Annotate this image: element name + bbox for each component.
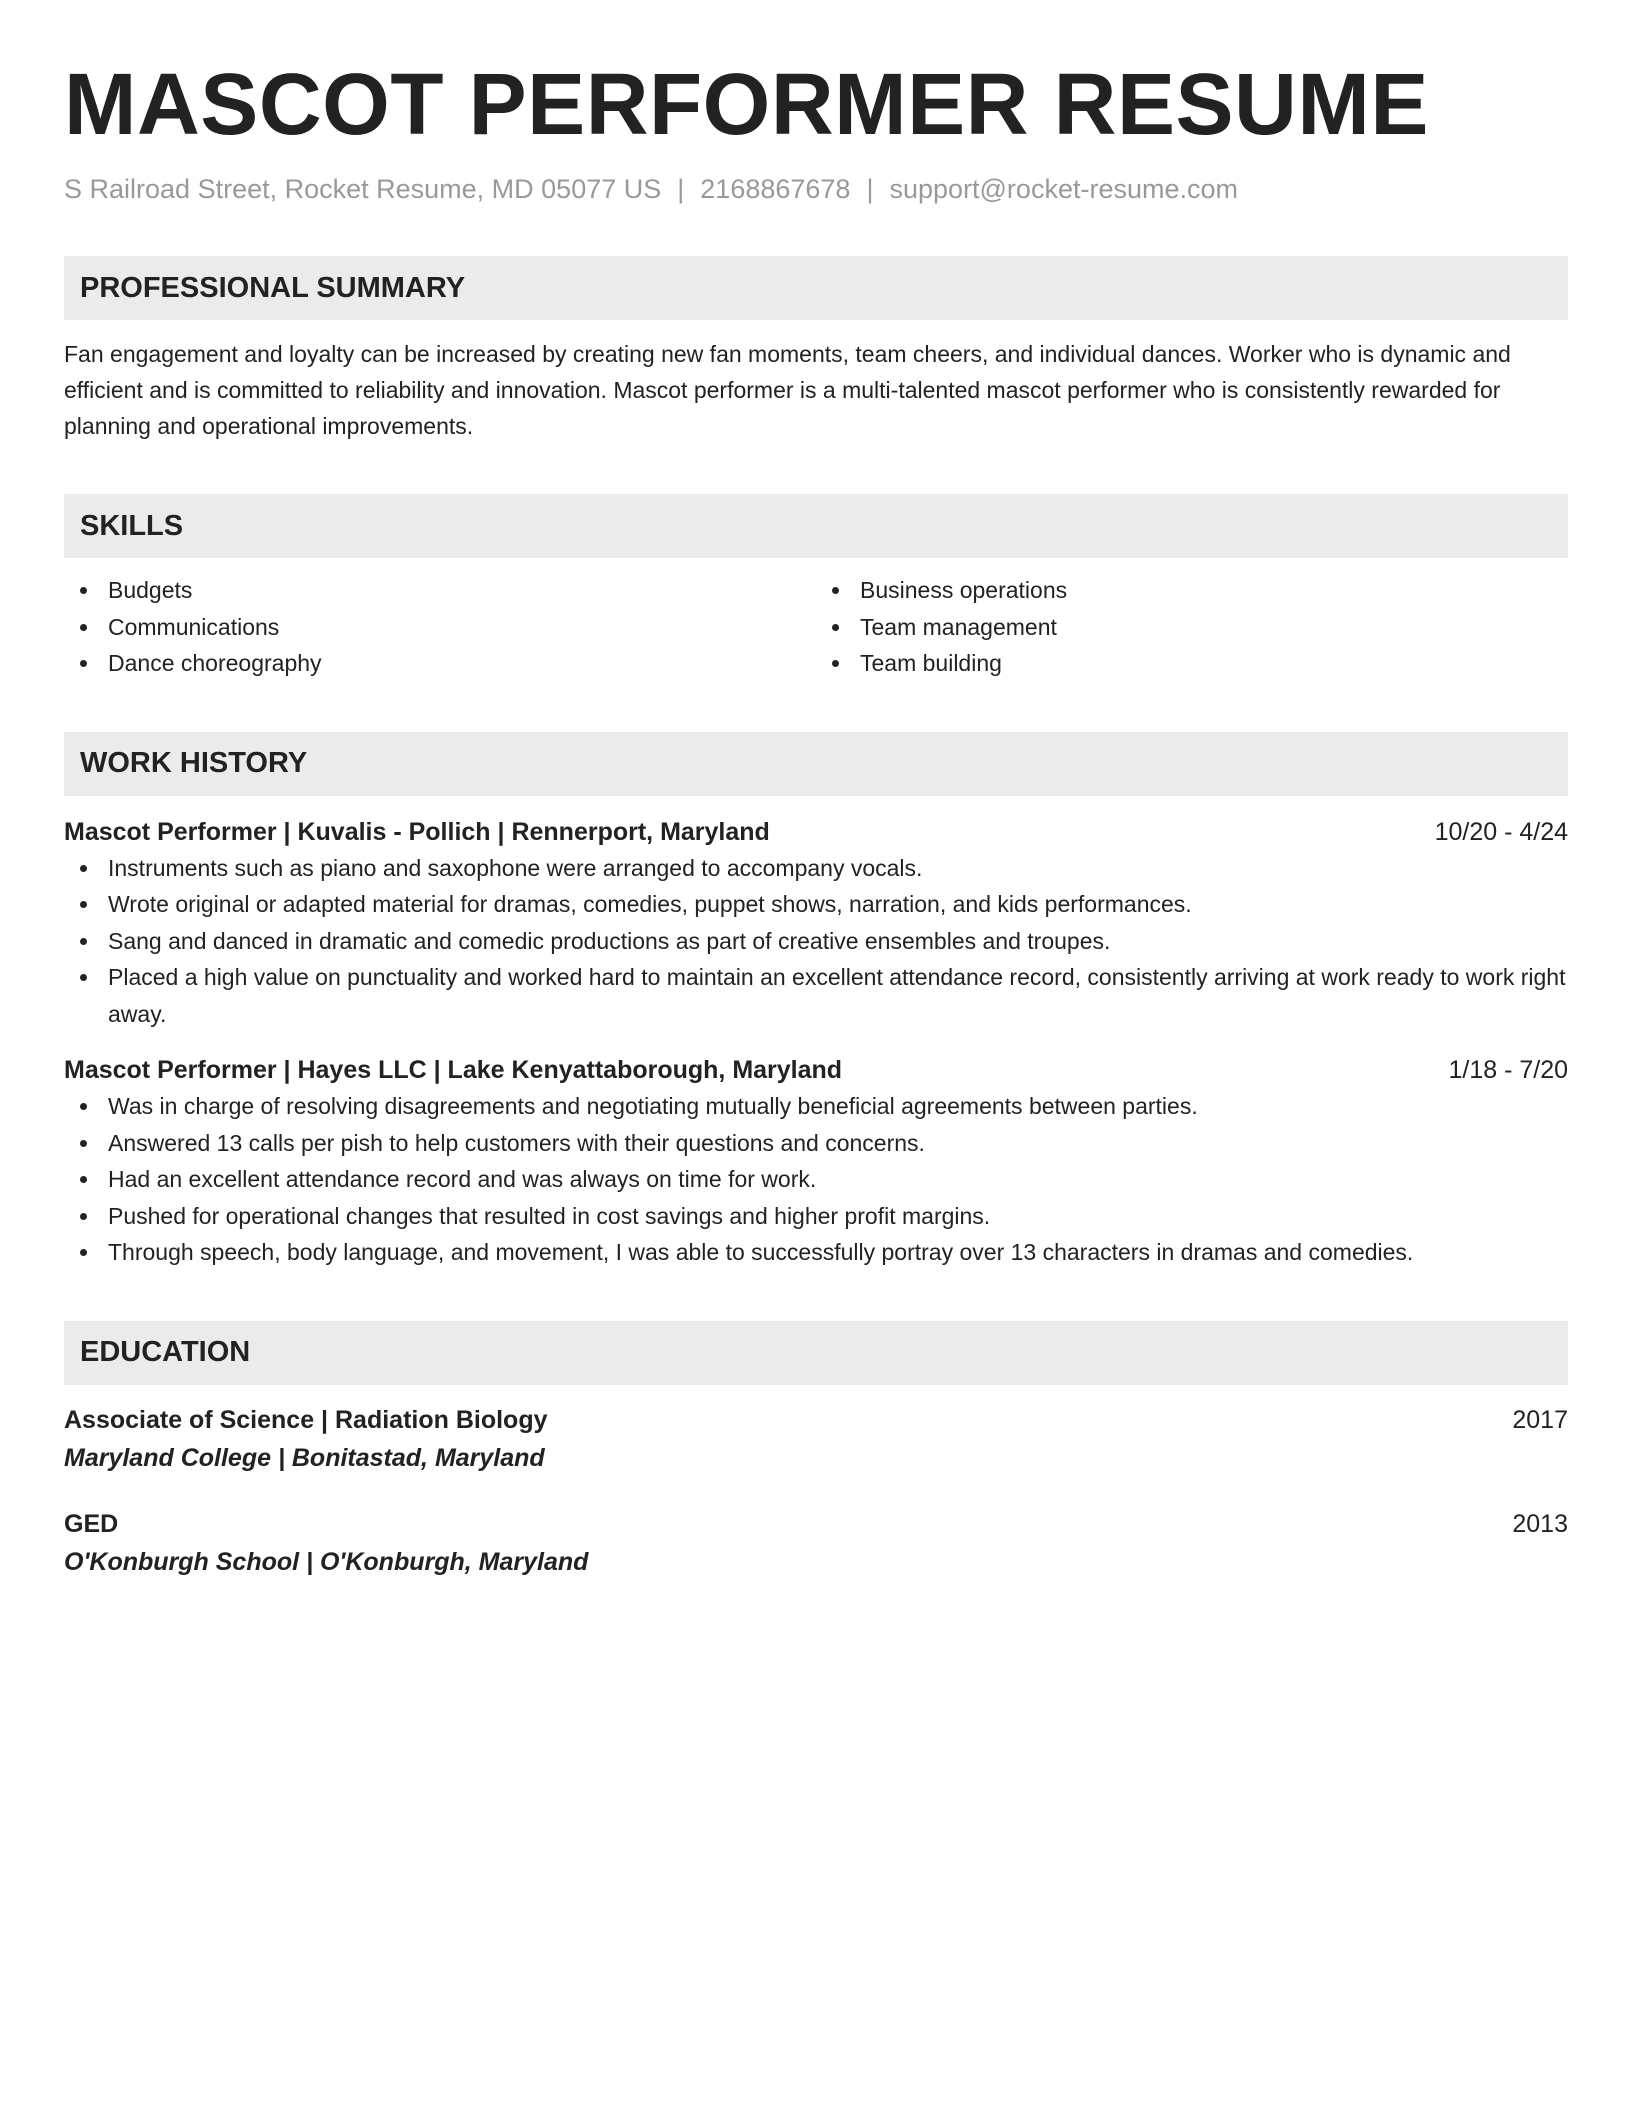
job-bullet: Answered 13 calls per pish to help customers with their questions and concerns. — [64, 1125, 1568, 1162]
education-school: O'Konburgh School | O'Konburgh, Maryland — [64, 1547, 589, 1576]
skills-column-right — [816, 572, 1568, 682]
section-heading-summary: PROFESSIONAL SUMMARY — [64, 256, 1568, 320]
skill-item: Dance choreography — [64, 645, 816, 682]
contact-line — [64, 172, 1568, 206]
contact-separator: | — [677, 174, 685, 204]
job-bullet: Had an excellent attendance record and was always on time for work. — [64, 1161, 1568, 1198]
job-title: Mascot Performer | Hayes LLC | Lake Kenyattaborough, Maryland — [64, 1056, 843, 1084]
education-year: 2013 — [1512, 1509, 1568, 1538]
contact-email: support@rocket-resume.com — [889, 174, 1238, 204]
skills-grid — [64, 572, 1568, 682]
job-bullet: Wrote original or adapted material for dramas, comedies, puppet shows, narration, and kids performances. — [64, 886, 1568, 923]
job-bullet-list — [64, 1088, 1568, 1271]
contact-address: S Railroad Street, Rocket Resume, MD 05077 US — [64, 174, 662, 204]
education-header — [64, 1401, 1568, 1439]
skill-item: Communications — [64, 609, 816, 646]
job-bullet: Through speech, body language, and movement, I was able to successfully portray over 13 characters in dramas and comedies. — [64, 1234, 1568, 1271]
education-header — [64, 1505, 1568, 1543]
resume-title: MASCOT PERFORMER RESUME — [64, 56, 1429, 153]
section-heading-work: WORK HISTORY — [64, 732, 1568, 796]
skill-item: Budgets — [64, 572, 816, 609]
job-dates: 1/18 - 7/20 — [1448, 1056, 1568, 1084]
job-bullet: Pushed for operational changes that resulted in cost savings and higher profit margins. — [64, 1198, 1568, 1235]
education-year: 2017 — [1512, 1405, 1568, 1434]
job-bullet: Placed a high value on punctuality and worked hard to maintain an excellent attendance record, consistently arriving at work ready to work right away. — [64, 959, 1568, 1032]
education-degree: Associate of Science | Radiation Biology — [64, 1405, 548, 1434]
job-bullet: Was in charge of resolving disagreements and negotiating mutually beneficial agreements between parties. — [64, 1088, 1568, 1125]
job-title: Mascot Performer | Kuvalis - Pollich | Rennerport, Maryland — [64, 817, 770, 846]
job-bullet: Instruments such as piano and saxophone were arranged to accompany vocals. — [64, 850, 1568, 887]
job-entry — [64, 814, 1568, 1033]
section-heading-skills: SKILLS — [64, 494, 1568, 558]
job-header — [64, 814, 1568, 850]
education-entry — [64, 1505, 1568, 1581]
skills-column-left — [64, 572, 816, 682]
job-header — [64, 1052, 1568, 1088]
section-heading-education: EDUCATION — [64, 1321, 1568, 1385]
job-bullet: Sang and danced in dramatic and comedic productions as part of creative ensembles and troupes. — [64, 923, 1568, 960]
contact-phone: 2168867678 — [700, 174, 851, 204]
education-entry — [64, 1401, 1568, 1477]
job-bullet-list — [64, 850, 1568, 1033]
skill-item: Business operations — [816, 572, 1568, 609]
education-school: Maryland College | Bonitastad, Maryland — [64, 1443, 545, 1472]
job-entry — [64, 1052, 1568, 1271]
job-dates: 10/20 - 4/24 — [1434, 817, 1568, 846]
summary-text: Fan engagement and loyalty can be increased by creating new fan moments, team cheers, and individual dances. Worker who is dynamic and efficient and is committed to reliability and innovation. Mascot performer is a multi-talented mascot performer who is consistently rewarded for planning and operational improvements. — [64, 341, 1511, 439]
contact-separator: | — [866, 174, 874, 204]
skill-item: Team management — [816, 609, 1568, 646]
education-degree: GED — [64, 1509, 119, 1538]
skill-item: Team building — [816, 645, 1568, 682]
